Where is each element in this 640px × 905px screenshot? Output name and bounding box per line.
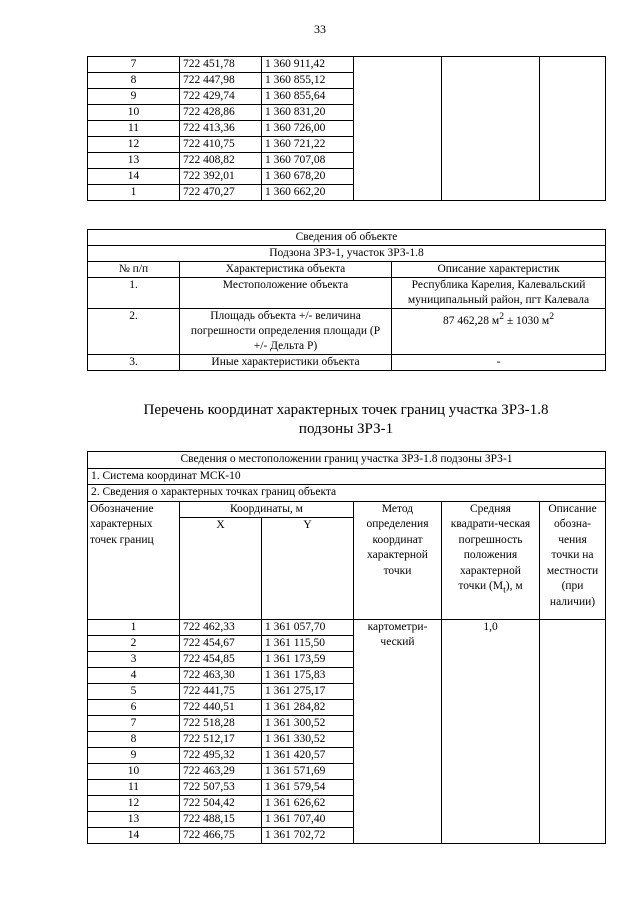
- col-error-suffix: ), м: [505, 580, 523, 592]
- point-number: 12: [88, 796, 180, 812]
- point-number: 14: [88, 169, 180, 185]
- coord-x: 722 441,75: [180, 684, 262, 700]
- row-number: 3.: [88, 355, 180, 371]
- page-number: 33: [314, 22, 326, 36]
- coord-x: 722 507,53: [180, 780, 262, 796]
- boundary-table-title: Сведения о местоположении границ участка ЗРЗ-1.8 подзоны ЗРЗ-1: [88, 452, 606, 469]
- point-number: 7: [88, 716, 180, 732]
- point-number: 14: [88, 828, 180, 844]
- coord-y: 1 361 057,70: [262, 620, 354, 636]
- coord-x: 722 495,32: [180, 748, 262, 764]
- row-characteristic: Площадь объекта +/- величина погрешности определения площади (Р +/- Дельта Р): [180, 309, 392, 355]
- coord-y: 1 361 571,69: [262, 764, 354, 780]
- col-y: Y: [262, 518, 354, 620]
- table-row: [88, 620, 606, 636]
- area-unit-sup: 2: [499, 311, 504, 322]
- coord-x: 722 413,36: [180, 121, 262, 137]
- coord-y: 1 360 678,20: [262, 169, 354, 185]
- point-number: 1: [88, 620, 180, 636]
- coord-x: 722 428,86: [180, 105, 262, 121]
- header-characteristic: Характеристика объекта: [180, 262, 392, 278]
- point-number: 10: [88, 105, 180, 121]
- header-number: № п/п: [88, 262, 180, 278]
- coord-x: 722 463,29: [180, 764, 262, 780]
- col-error-sub: t: [503, 584, 506, 596]
- coord-x: 722 440,51: [180, 700, 262, 716]
- row-characteristic: Местоположение объекта: [180, 278, 392, 309]
- table-row: [88, 57, 606, 73]
- coord-x: 722 470,27: [180, 185, 262, 201]
- coord-y: 1 361 579,54: [262, 780, 354, 796]
- coord-y: 1 361 707,40: [262, 812, 354, 828]
- point-number: 2: [88, 636, 180, 652]
- coord-y: 1 360 662,20: [262, 185, 354, 201]
- boundary-coordinates-table: [87, 451, 606, 844]
- col-x: X: [180, 518, 262, 620]
- point-number: 6: [88, 700, 180, 716]
- coord-y: 1 361 330,52: [262, 732, 354, 748]
- coord-y: 1 360 721,22: [262, 137, 354, 153]
- point-number: 1: [88, 185, 180, 201]
- coord-x: 722 466,75: [180, 828, 262, 844]
- coord-x: 722 454,85: [180, 652, 262, 668]
- coord-y: 1 360 726,00: [262, 121, 354, 137]
- coord-x: 722 504,42: [180, 796, 262, 812]
- point-number: 7: [88, 57, 180, 73]
- point-number: 4: [88, 668, 180, 684]
- coordinate-system: 1. Система координат МСК-10: [88, 468, 606, 485]
- col-error-text: Средняя квадрати-ческая погрешность положения характерной точки (M: [450, 502, 531, 592]
- header-description: Описание характеристик: [392, 262, 606, 278]
- coord-y: 1 361 115,50: [262, 636, 354, 652]
- boundary-coordinates-body: [88, 452, 606, 844]
- point-number: 11: [88, 121, 180, 137]
- object-info-subtitle: Подзона ЗРЗ-1, участок ЗРЗ-1.8: [88, 246, 606, 262]
- col-description: Описание обозна-чения точки на местности (при наличии): [540, 501, 606, 620]
- coord-y: 1 360 855,12: [262, 73, 354, 89]
- col-designation: Обозначение характерных точек границ: [88, 501, 180, 620]
- coord-x: 722 447,98: [180, 73, 262, 89]
- coord-y: 1 361 173,59: [262, 652, 354, 668]
- points-info: 2. Сведения о характерных точках границ объекта: [88, 485, 606, 502]
- section-heading-line1: Перечень координат характерных точек границ участка ЗРЗ-1.8: [143, 402, 549, 418]
- area-tolerance: ± 1030 м: [503, 314, 550, 327]
- col-coordinates: Координаты, м: [180, 501, 354, 518]
- point-number: 9: [88, 89, 180, 105]
- section-heading: [87, 401, 605, 439]
- coord-x: 722 429,74: [180, 89, 262, 105]
- coord-x: 722 451,78: [180, 57, 262, 73]
- coord-y: 1 361 284,82: [262, 700, 354, 716]
- point-number: 12: [88, 137, 180, 153]
- row-number: 2.: [88, 309, 180, 355]
- point-number: 13: [88, 812, 180, 828]
- point-number: 8: [88, 73, 180, 89]
- point-number: 11: [88, 780, 180, 796]
- coord-y: 1 360 831,20: [262, 105, 354, 121]
- coordinates-continuation-table: [87, 56, 606, 201]
- coord-y: 1 360 707,08: [262, 153, 354, 169]
- coord-y: 1 361 702,72: [262, 828, 354, 844]
- coord-x: 722 408,82: [180, 153, 262, 169]
- coord-x: 722 512,17: [180, 732, 262, 748]
- coord-y: 1 361 300,52: [262, 716, 354, 732]
- point-number: 9: [88, 748, 180, 764]
- row-description: -: [392, 355, 606, 371]
- coord-y: 1 361 626,62: [262, 796, 354, 812]
- point-number: 10: [88, 764, 180, 780]
- tolerance-unit-sup: 2: [549, 311, 554, 322]
- row-characteristic: Иные характеристики объекта: [180, 355, 392, 371]
- coord-y: 1 360 855,64: [262, 89, 354, 105]
- col-method: Метод определения координат характерной точки: [354, 501, 442, 620]
- coord-y: 1 361 420,57: [262, 748, 354, 764]
- error-value: 1,0: [442, 620, 540, 844]
- coord-y: 1 360 911,42: [262, 57, 354, 73]
- section-heading-line2: подзоны ЗРЗ-1: [298, 421, 394, 437]
- method-value: картометри-ческий: [354, 620, 442, 844]
- coord-x: 722 518,28: [180, 716, 262, 732]
- coord-x: 722 462,33: [180, 620, 262, 636]
- description-cell: [540, 57, 606, 201]
- coord-y: 1 361 275,17: [262, 684, 354, 700]
- row-description: Республика Карелия, Калевальский муниципальный район, пгт Калевала: [392, 278, 606, 309]
- object-info-table: [87, 229, 606, 371]
- object-info-title: Сведения об объекте: [88, 230, 606, 246]
- point-number: 3: [88, 652, 180, 668]
- error-cell: [442, 57, 540, 201]
- method-cell: [354, 57, 442, 201]
- coordinates-continuation-body: [88, 57, 606, 201]
- point-number: 8: [88, 732, 180, 748]
- description-value: [540, 620, 606, 844]
- point-number: 5: [88, 684, 180, 700]
- coord-y: 1 361 175,83: [262, 668, 354, 684]
- point-number: 13: [88, 153, 180, 169]
- row-description: [392, 309, 606, 355]
- area-value: 87 462,28 м: [443, 314, 500, 327]
- col-error: [442, 501, 540, 620]
- coord-x: 722 410,75: [180, 137, 262, 153]
- coord-x: 722 463,30: [180, 668, 262, 684]
- coord-x: 722 454,67: [180, 636, 262, 652]
- coord-x: 722 392,01: [180, 169, 262, 185]
- coord-x: 722 488,15: [180, 812, 262, 828]
- row-number: 1.: [88, 278, 180, 309]
